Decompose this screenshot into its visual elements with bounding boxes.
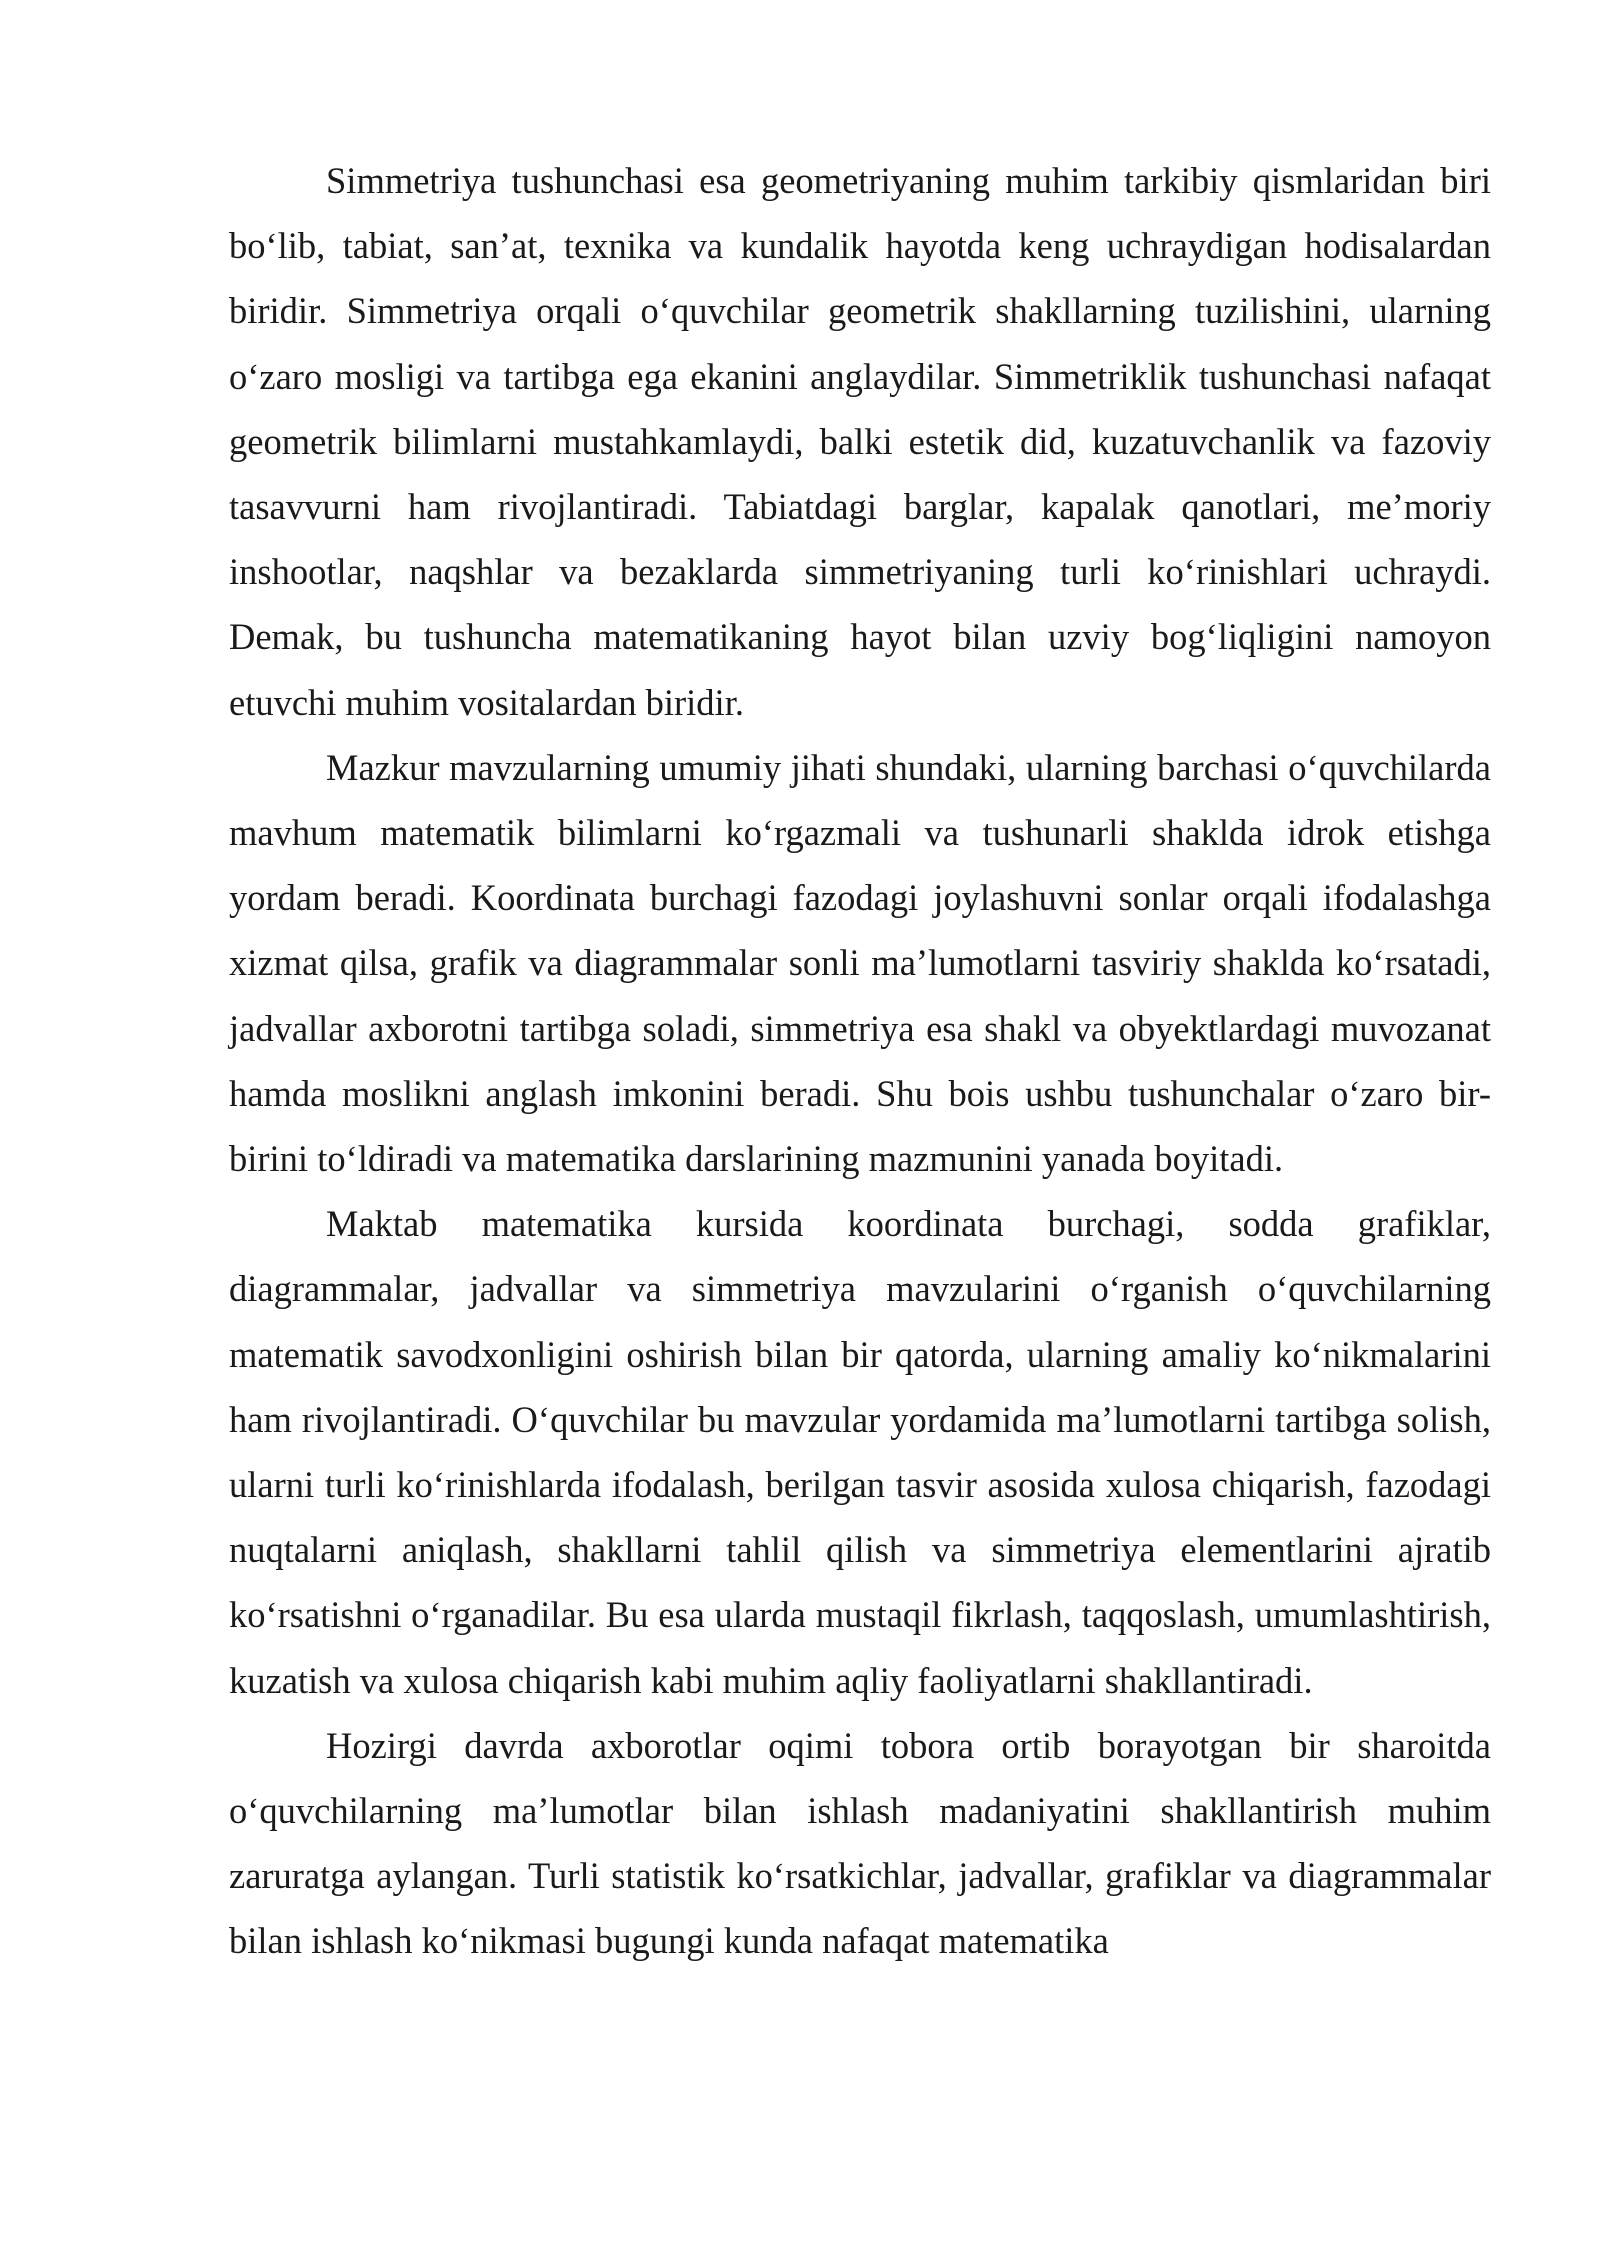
document-page xyxy=(229,148,1491,1974)
paragraph-school-course: Maktab matematika kursida koordinata burchagi, sodda grafiklar, diagrammalar, jadvallar va simmetriya mavzularini o‘rganish o‘quvchilarning matematik savodxonligini oshirish bilan bir qatorda, ularning amaliy ko‘nikmalarini ham rivojlantiradi. O‘quvchilar bu mavzular yordamida ma’lumotlarni tartibga solish, ularni turli ko‘rinishlarda ifodalash, berilgan tasvir asosida xulosa chiqarish, fazodagi nuqtalarni aniqlash, shakllarni tahlil qilish va simmetriya elementlarini ajratib ko‘rsatishni o‘rganadilar. Bu esa ularda mustaqil fikrlash, taqqoslash, umumlashtirish, kuzatish va xulosa chiqarish kabi muhim aqliy faoliyatlarni shakllantiradi. xyxy=(229,1203,1491,1701)
paragraph-common-aspects: Mazkur mavzularning umumiy jihati shundaki, ularning barchasi o‘quvchilarda mavhum matematik bilimlarni ko‘rgazmali va tushunarli shaklda idrok etishga yordam beradi. Koordinata burchagi fazodagi joylashuvni sonlar orqali ifodalashga xizmat qilsa, grafik va diagrammalar sonli ma’lumotlarni tasviriy shaklda ko‘rsatadi, jadvallar axborotni tartibga soladi, simmetriya esa shakl va obyektlardagi muvozanat hamda moslikni anglash imkonini beradi. Shu bois ushbu tushunchalar o‘zaro bir-birini to‘ldiradi va matematika darslarining mazmunini yanada boyitadi. xyxy=(229,746,1491,1180)
paragraph-symmetry: Simmetriya tushunchasi esa geometriyaning muhim tarkibiy qismlaridan biri bo‘lib, tabiat, san’at, texnika va kundalik hayotda keng uchraydigan hodisalardan biridir. Simmetriya orqali o‘quvchilar geometrik shakllarning tuzilishini, ularning o‘zaro mosligi va tartibga ega ekanini anglaydilar. Simmetriklik tushunchasi nafaqat geometrik bilimlarni mustahkamlaydi, balki estetik did, kuzatuvchanlik va fazoviy tasavvurni ham rivojlantiradi. Tabiatdagi barglar, kapalak qanotlari, me’moriy inshootlar, naqshlar va bezaklarda simmetriyaning turli ko‘rinishlari uchraydi. Demak, bu tushuncha matematikaning hayot bilan uzviy bog‘liqligini namoyon etuvchi muhim vositalardan biridir. xyxy=(229,160,1491,723)
paragraph-information-flow: Hozirgi davrda axborotlar oqimi tobora ortib borayotgan bir sharoitda o‘quvchilarning ma’lumotlar bilan ishlash madaniyatini shakllantirish muhim zaruratga aylangan. Turli statistik ko‘rsatkichlar, jadvallar, grafiklar va diagrammalar bilan ishlash ko‘nikmasi bugungi kunda nafaqat matematika xyxy=(229,1724,1491,1962)
